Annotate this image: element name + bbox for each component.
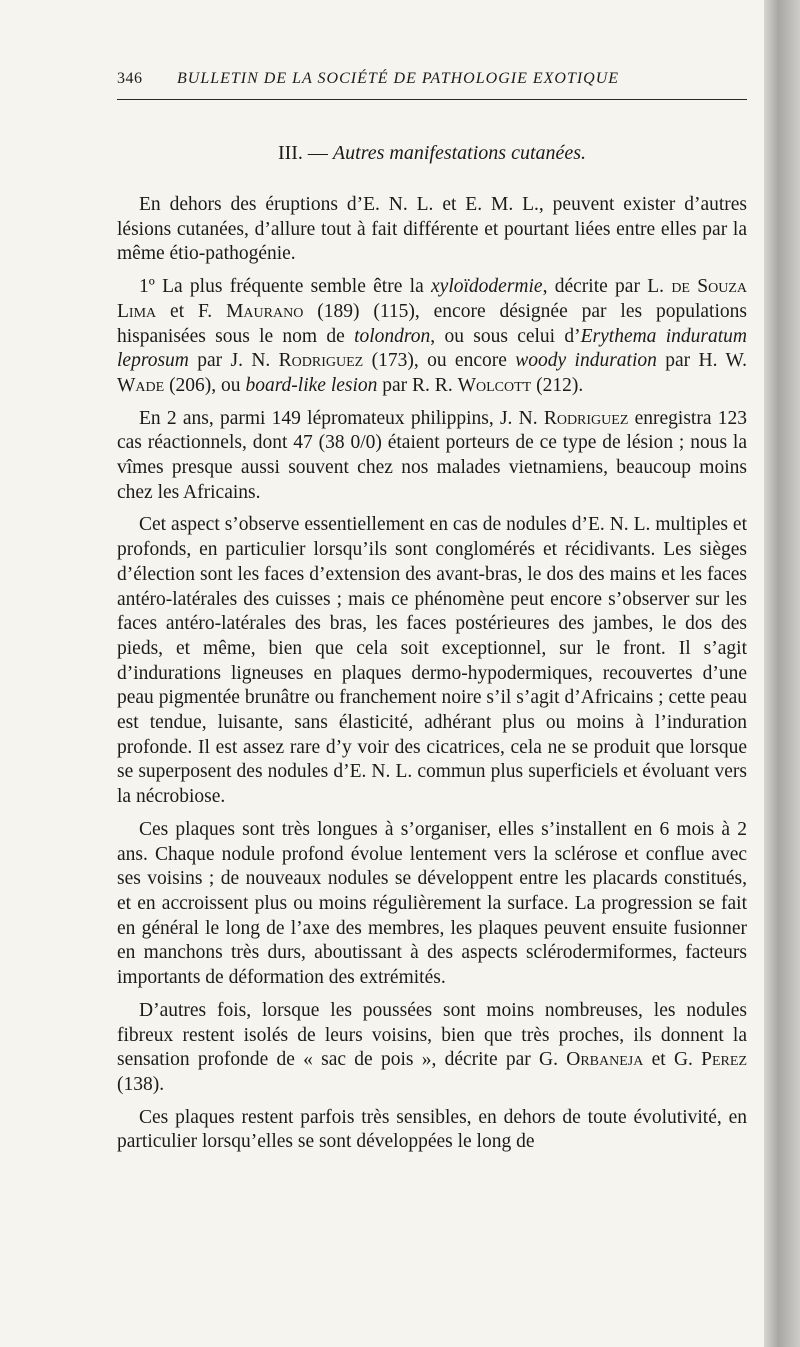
text-run: , décrite par L. — [542, 276, 672, 298]
journal-title: BULLETIN DE LA SOCIÉTÉ DE PATHOLOGIE EXOTIQUE — [177, 70, 620, 87]
section-number: III. — — [277, 142, 328, 164]
author-name: Rodriguez — [278, 350, 364, 372]
text-run: (206), ou — [164, 374, 246, 396]
author-name: Wade — [117, 374, 165, 396]
body-text — [117, 193, 747, 1163]
paragraph-4: Cet aspect s’observe essentiellement en cas de nodules d’E. N. L. multiples et profonds, en particulier lorsqu’ils sont conglomérés et récidivants. Les sièges d’élection sont les faces d’extension des avant-bras, le dos des mains et les faces antéro-latérales des cuisses ; mais ce phénomène peut encore s’observer sur les faces antéro-latérales des bras, les faces postérieures des jambes, le dos des pieds, et même, bien que cela soit exceptionnel, sur le front. Il s’agit d’indurations ligneuses en plaques dermo-hypodermiques, recouvertes d’une peau pigmentée brunâtre ou franchement noire s’il s’agit d’Africains ; cette peau est tendue, luisante, sans élasticité, adhérant plus ou moins à l’induration profonde. Il est assez rare d’y voir des cicatrices, cela ne se produit que lorsque se superposent des nodules d’E. N. L. commun plus superficiels et évoluant vers la nécrobiose. — [117, 514, 747, 808]
text-run: par J. N. — [188, 350, 279, 372]
term-italic: tolondron — [354, 325, 431, 347]
author-name: de Souza Lima — [117, 276, 747, 322]
section-title: Autres manifestations cutanées. — [332, 142, 587, 164]
text-run: (138). — [117, 1073, 165, 1095]
page-edge-shadow — [764, 0, 800, 1347]
header-rule — [117, 99, 747, 100]
paragraph-2 — [117, 275, 747, 399]
text-run: 1º La plus fréquente semble être la — [139, 276, 432, 298]
paragraph-1: En dehors des éruptions d’E. N. L. et E. M. L., peuvent exister d’autres lésions cutanées, d’allure tout à fait différente et pourtant liées entre elles par la même étio-pathogénie. — [117, 194, 747, 265]
text-run: enregistra 123 cas réactionnels, dont 47 (38 0/0) étaient porteurs de ce type de lésion ; nous la vîmes presque aussi souvent chez nos malades vietnamiens, beaucoup moins chez les Africains. — [117, 407, 747, 503]
author-name: Rodriguez — [543, 407, 629, 429]
author-name: Perez — [701, 1049, 747, 1071]
author-name: Orbaneja — [566, 1049, 644, 1071]
author-name: Maurano — [226, 300, 304, 322]
text-run: et G. — [643, 1049, 702, 1071]
text-run: (173), ou encore — [363, 350, 516, 372]
text-run: , ou sous celui d’ — [430, 325, 581, 347]
section-heading — [117, 142, 747, 165]
paragraph-3 — [117, 407, 747, 506]
text-run: et F. — [156, 300, 227, 322]
paragraph-6 — [117, 999, 747, 1098]
paragraph-7: Ces plaques restent parfois très sensibles, en dehors de toute évolutivité, en particulier lorsqu’elles se sont développées le long de — [117, 1106, 747, 1153]
term-italic: xyloïdodermie — [431, 276, 543, 298]
running-head — [117, 70, 747, 88]
text-run: par H. W. — [656, 350, 747, 372]
text-run: (212). — [531, 374, 584, 396]
text-run: par R. R. — [377, 374, 458, 396]
text-run: D’autres fois, lorsque les poussées sont moins nombreuses, les nodules fibreux restent isolés de leurs voisins, bien que très proches, ils donnent la sensation profonde de « sac de pois », décrite par G. — [117, 999, 747, 1071]
term-italic: Erythema induratum leprosum — [117, 325, 747, 372]
paragraph-5: Ces plaques sont très longues à s’organiser, elles s’installent en 6 mois à 2 ans. Chaque nodule profond évolue lentement vers la sclérose et conflue avec ses voisins ; de nouveaux nodules se développent entre les placards constitués, et en accroissent plus ou moins régulièrement la surface. La progression se fait en général le long de l’axe des membres, les plaques peuvent ensuite fusionner en manchons très durs, aboutissant à des aspects sclérodermiformes, facteurs importants de déformation des extrémités. — [117, 818, 747, 989]
term-italic: board-like lesion — [245, 374, 378, 396]
text-run: En 2 ans, parmi 149 lépromateux philippins, J. N. — [139, 407, 544, 429]
term-italic: woody induration — [515, 350, 657, 372]
page-number: 346 — [117, 70, 143, 87]
author-name: Wolcott — [457, 374, 532, 396]
text-run: (189) (115), encore désignée par les populations hispanisées sous le nom de — [117, 300, 747, 347]
